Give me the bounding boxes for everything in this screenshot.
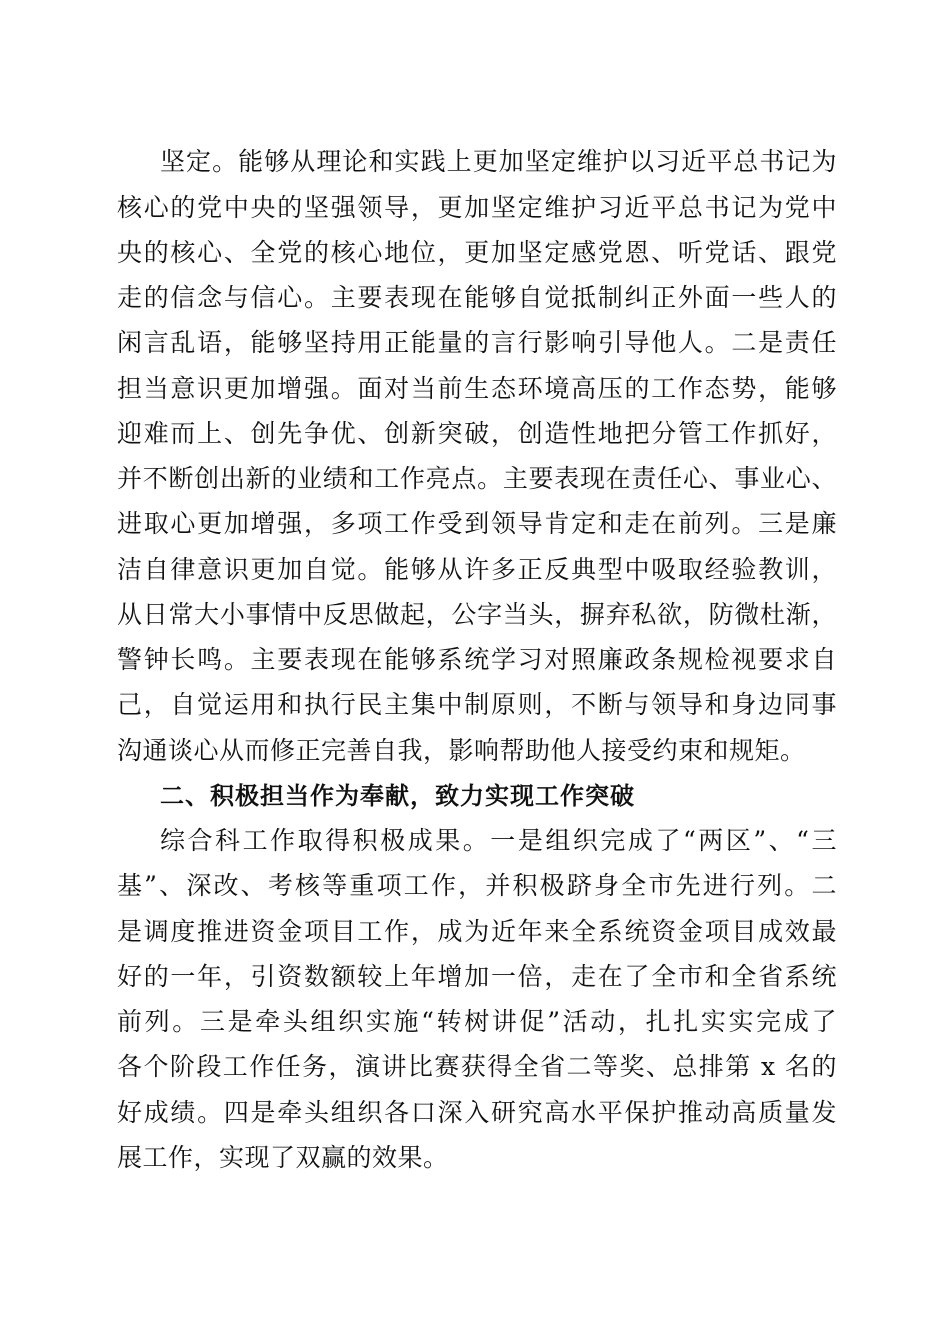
paragraph2-line-5: 前列。三是牵头组织实施“转树讲促”活动，扎扎实实完成了 — [117, 1007, 837, 1036]
paragraph1-line-13: 己，自觉运用和执行民主集中制原则，不断与领导和身边同事 — [117, 690, 837, 719]
paragraph1-line-2: 核心的党中央的坚强领导，更加坚定维护习近平总书记为党中 — [117, 193, 837, 222]
paragraph1-line-10: 洁自律意识更加自觉。能够从许多正反典型中吸取经验教训， — [117, 555, 837, 584]
paragraph1-line-7: 迎难而上、创先争优、创新突破，创造性地把分管工作抓好， — [117, 419, 837, 448]
section-heading: 二、积极担当作为奉献，致力实现工作突破 — [160, 782, 635, 810]
paragraph2-line-1: 综合科工作取得积极成果。一是组织完成了“两区”、“三 — [160, 826, 837, 855]
paragraph1-line-4: 走的信念与信心。主要表现在能够自觉抵制纠正外面一些人的 — [117, 283, 837, 312]
paragraph2-line-6: 各个阶段工作任务，演讲比赛获得全省二等奖、总排第 x 名的 — [117, 1052, 837, 1081]
paragraph2-line-7: 好成绩。四是牵头组织各口深入研究高水平保护推动高质量发 — [117, 1098, 837, 1127]
paragraph2-line-2: 基”、深改、考核等重项工作，并积极跻身全市先进行列。二 — [117, 871, 837, 900]
paragraph1-line-9: 进取心更加增强，多项工作受到领导肯定和走在前列。三是廉 — [117, 509, 837, 538]
paragraph2-line-8: 展工作，实现了双赢的效果。 — [117, 1143, 449, 1172]
paragraph2-line-4: 好的一年，引资数额较上年增加一倍，走在了全市和全省系统 — [117, 962, 837, 991]
paragraph1-line-11: 从日常大小事情中反思做起，公字当头，摒弃私欲，防微杜渐， — [117, 600, 837, 629]
paragraph1-line-14: 沟通谈心从而修正完善自我，影响帮助他人接受约束和规矩。 — [117, 736, 806, 765]
paragraph1-line-8: 并不断创出新的业绩和工作亮点。主要表现在责任心、事业心、 — [117, 464, 837, 493]
paragraph1-line-12: 警钟长鸣。主要表现在能够系统学习对照廉政条规检视要求自 — [117, 645, 837, 674]
paragraph1-line-6: 担当意识更加增强。面对当前生态环境高压的工作态势，能够 — [117, 374, 837, 403]
paragraph2-line-3: 是调度推进资金项目工作，成为近年来全系统资金项目成效最 — [117, 917, 837, 946]
paragraph1-line-5: 闲言乱语，能够坚持用正能量的言行影响引导他人。二是责任 — [117, 328, 837, 357]
paragraph1-line-3: 央的核心、全党的核心地位，更加坚定感党恩、听党话、跟党 — [117, 238, 837, 267]
paragraph1-line-1: 坚定。能够从理论和实践上更加坚定维护以习近平总书记为 — [160, 147, 837, 176]
